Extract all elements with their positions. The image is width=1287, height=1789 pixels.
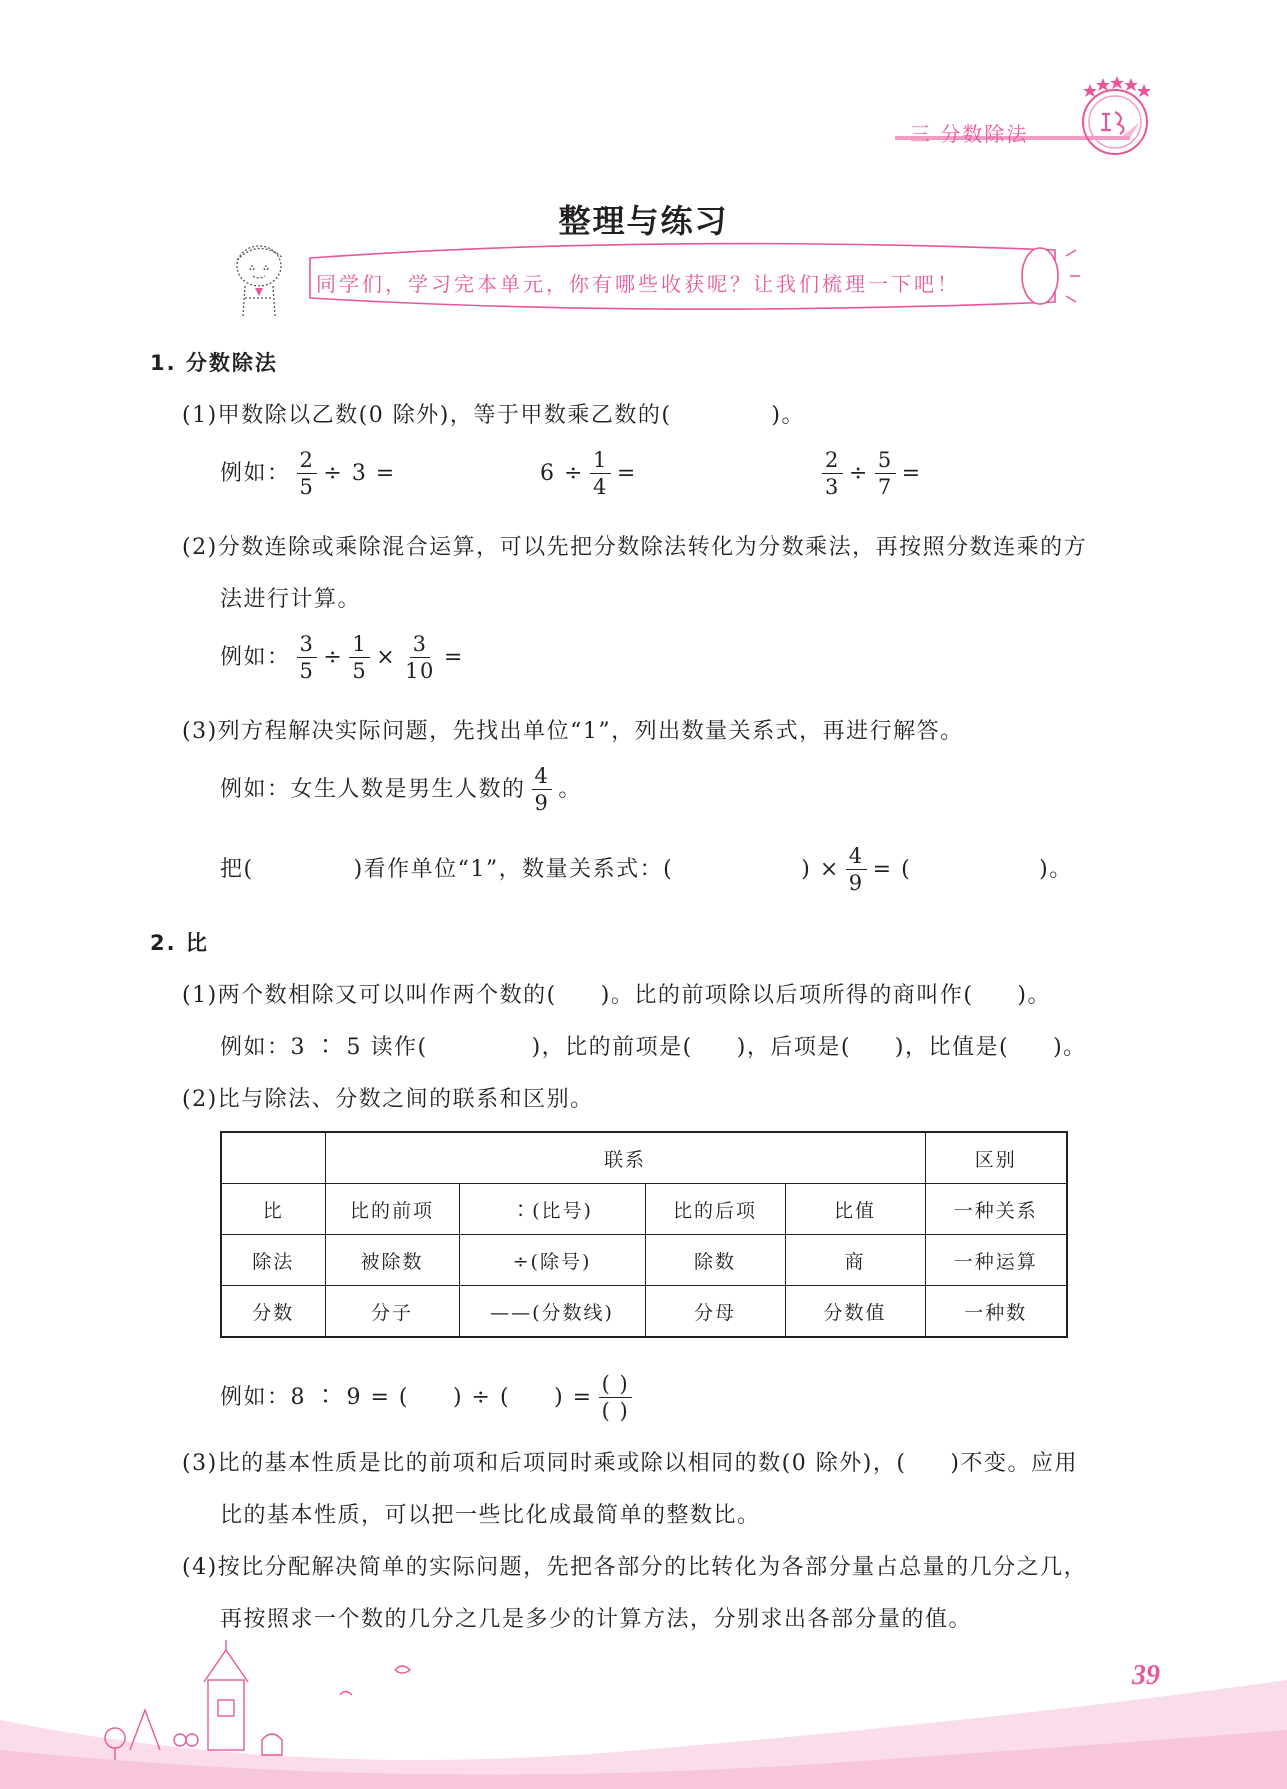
table-cell: 比值 [785, 1184, 925, 1235]
frac-den: 4 [592, 475, 608, 499]
frac-num: 1 [590, 450, 611, 474]
table-cell: 一种运算 [925, 1235, 1067, 1286]
s2-p3-b: )不变。应用 [950, 1451, 1078, 1476]
table-cell-empty [221, 1132, 325, 1184]
frac-den: 10 [405, 659, 435, 683]
frac-den: 5 [352, 659, 368, 683]
table-cell: 分子 [325, 1286, 459, 1338]
table-row [221, 1235, 1067, 1286]
frac-num: 3 [297, 634, 318, 658]
fraction [599, 1374, 633, 1422]
s2-p1-example [220, 1030, 1087, 1061]
frac-den: 7 [877, 475, 893, 499]
frac-den: 5 [299, 475, 315, 499]
s1-p1-ex-label: 例如： [220, 461, 291, 486]
mascot-girl-icon [225, 238, 300, 323]
s2-p3-line2: 比的基本性质，可以把一些比化成最简单的整数比。 [220, 1503, 761, 1528]
op: ÷ [323, 645, 344, 670]
s2-ex-e: )。 [1053, 1035, 1087, 1060]
s1-p1-example-3 [816, 450, 922, 498]
table-header-difference: 区别 [925, 1132, 1067, 1184]
fill-e: )。 [1039, 857, 1073, 882]
s1-p1-ex3-eq: = [901, 461, 922, 486]
s1-p3-ex-end: 。 [558, 777, 582, 802]
fill-a: 把( [220, 857, 254, 882]
s1-p2-line1: (2)分数连除或乘除混合运算，可以先把分数除法转化为分数乘法，再按照分数连乘的方 [182, 535, 1088, 560]
ratio-relation-table [220, 1131, 1068, 1338]
s2-ex-d: )，比值是( [894, 1035, 1010, 1060]
s2-p4-line2: 再按照求一个数的几分之几是多少的计算方法，分别求出各部分量的值。 [220, 1607, 973, 1632]
frac-num: 1 [349, 634, 370, 658]
op: = [443, 645, 464, 670]
frac-den: 5 [299, 659, 315, 683]
table-cell: 分母 [645, 1286, 785, 1338]
frac-num: 2 [297, 450, 318, 474]
table-cell: 除数 [645, 1235, 785, 1286]
publisher-logo-icon [1070, 72, 1160, 162]
frac-num: 5 [875, 450, 896, 474]
banner-text: 同学们，学习完本单元，你有哪些收获呢？让我们梳理一下吧！ [316, 272, 960, 296]
table-header-relation: 联系 [325, 1132, 925, 1184]
table-cell: 一种数 [925, 1286, 1067, 1338]
table-cell: 比 [221, 1184, 325, 1235]
table-cell: 商 [785, 1235, 925, 1286]
table-cell: ÷(除号) [459, 1235, 645, 1286]
table-cell: 比的后项 [645, 1184, 785, 1235]
table-cell: 分数 [221, 1286, 325, 1338]
table-cell: 除法 [221, 1235, 325, 1286]
frac-den: ( ) [601, 1399, 630, 1423]
fraction [590, 450, 611, 498]
section1-heading: 1. 分数除法 [150, 351, 278, 375]
table-cell: ——(分数线) [459, 1286, 645, 1338]
s2-p1-b: )。比的前项除以后项所得的商叫作( [600, 983, 974, 1008]
frac-den: 9 [534, 791, 550, 815]
frac-num: 4 [846, 846, 867, 870]
table-cell: 一种关系 [925, 1184, 1067, 1235]
op: × [376, 645, 397, 670]
page-number: 39 [1132, 1660, 1160, 1691]
s2-p1-a: (1)两个数相除又可以叫作两个数的( [182, 983, 557, 1008]
fraction [349, 634, 370, 682]
s2-p1-line1 [182, 978, 1051, 1009]
s1-p1-example-2 [540, 450, 637, 498]
fraction [822, 450, 843, 498]
frac-num: 3 [410, 634, 431, 658]
fill-b: )看作单位“1”，数量关系式：( [353, 857, 674, 882]
s1-p1-line [182, 398, 805, 429]
footer-decoration [0, 1640, 1287, 1789]
s1-p1-ex2-eq: = [616, 461, 637, 486]
fraction [297, 634, 318, 682]
s1-p3-example [220, 766, 582, 814]
frac-den: 9 [848, 871, 864, 895]
table-header-row [221, 1132, 1067, 1184]
s1-p1-examples [220, 450, 396, 498]
frac-num: 2 [822, 450, 843, 474]
table-cell: 分数值 [785, 1286, 925, 1338]
s1-p3-ex-label: 例如：女生人数是男生人数的 [220, 777, 526, 802]
fraction [875, 450, 896, 498]
table-row [221, 1184, 1067, 1235]
s1-p1-text-a: (1)甲数除以乙数(0 除外)，等于甲数乘乙数的( [182, 403, 672, 428]
table-cell: 被除数 [325, 1235, 459, 1286]
s2-p2-ex-c: ) = [554, 1385, 593, 1410]
page-title: 整理与练习 [558, 202, 729, 240]
s1-p3-line1: (3)列方程解决实际问题，先找出单位“1”，列出数量关系式，再进行解答。 [182, 719, 964, 744]
s2-p3-a: (3)比的基本性质是比的前项和后项同时乘或除以相同的数(0 除外)，( [182, 1451, 907, 1476]
s2-ex-b: )，比的前项是( [531, 1035, 693, 1060]
fraction [402, 634, 438, 682]
s2-ex-a: 例如：3 ∶ 5 读作( [220, 1035, 428, 1060]
s1-p2-line2: 法进行计算。 [220, 587, 362, 612]
fraction [846, 846, 867, 894]
chapter-label: 三 分数除法 [910, 122, 1029, 146]
frac-num: ( ) [599, 1374, 633, 1398]
table-cell: ∶(比号) [459, 1184, 645, 1235]
s1-p2-example [220, 634, 464, 682]
frac-num: 4 [532, 766, 553, 790]
s1-p1-text-b: )。 [771, 403, 805, 428]
fraction [297, 450, 318, 498]
s2-p2-ex-a: 例如：8 ∶ 9 = ( [220, 1385, 409, 1410]
frac-den: 3 [825, 475, 840, 499]
fraction [532, 766, 553, 814]
fill-c: ) × [801, 857, 840, 882]
s2-p1-c: )。 [1017, 983, 1052, 1008]
s2-p2-line1: (2)比与除法、分数之间的联系和区别。 [182, 1087, 594, 1112]
s2-p2-example [220, 1374, 638, 1422]
s1-p2-ex-label: 例如： [220, 645, 291, 670]
s2-p2-ex-b: ) ÷ ( [452, 1385, 511, 1410]
table-row [221, 1286, 1067, 1338]
s1-p1-ex3-op: ÷ [848, 461, 869, 486]
s2-p3-line1 [182, 1446, 1078, 1477]
s2-p4-line1: (4)按比分配解决简单的实际问题，先把各部分的比转化为各部分量占总量的几分之几， [182, 1555, 1088, 1580]
s1-p1-ex2-pre: 6 ÷ [540, 461, 584, 486]
section2-heading: 2. 比 [150, 931, 209, 955]
s1-p1-ex1-rest: ÷ 3 = [323, 461, 396, 486]
fill-d: = ( [872, 857, 912, 882]
table-cell: 比的前项 [325, 1184, 459, 1235]
s1-p3-fill [220, 846, 1073, 894]
s2-ex-c: )，后项是( [736, 1035, 851, 1060]
